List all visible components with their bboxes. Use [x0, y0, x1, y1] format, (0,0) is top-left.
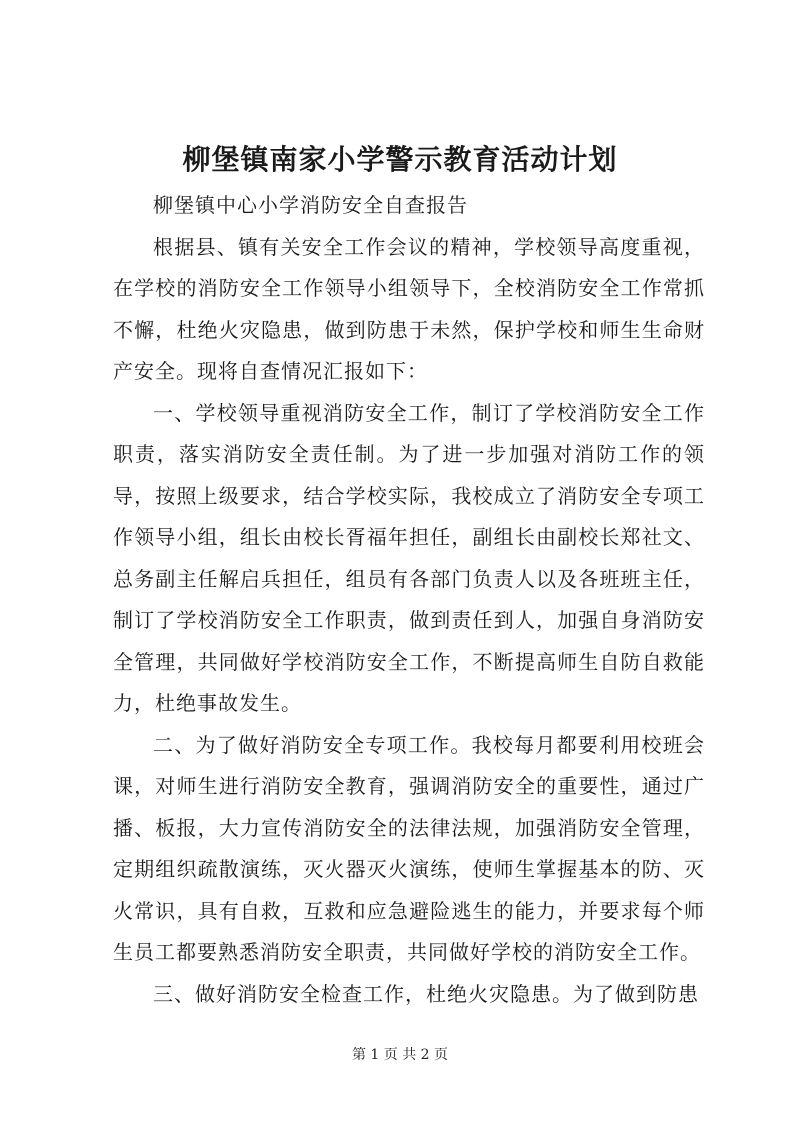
document-title: 柳堡镇南家小学警示教育活动计划	[182, 143, 618, 176]
subtitle-paragraph: 柳堡镇中心小学消防安全自查报告	[153, 193, 468, 217]
section-three-paragraph: 三、做好消防安全检查工作，杜绝火灾隐患。为了做到防患	[153, 981, 699, 1006]
section-one-paragraph: 一、学校领导重视消防安全工作，制订了学校消防安全工作职责，落实消防安全责任制。为了进一步加强对消防工作的领导，按照上级要求，结合学校实际，我校成立了消防安全专项工作领导小组，组长由校长胥福年担任，副组长由副校长郑社文、总务副主任解启兵担任，组员有各部门负责人以及各班班主任，制订了学校消防安全工作职责，做到责任到人，加强自身消防安全管理，共同做好学校消防安全工作，不断提高师生自防自救能力，杜绝事故发生。	[113, 400, 705, 715]
page-footer: 第 1 页 共 2 页	[351, 1047, 449, 1063]
intro-paragraph: 根据县、镇有关安全工作会议的精神，学校领导高度重视，在学校的消防安全工作领导小组领导下，全校消防安全工作常抓不懈，杜绝火灾隐患，做到防患于未然，保护学校和师生生命财产安全。现将自查情况汇报如下：	[113, 234, 705, 383]
document-body	[113, 185, 705, 1015]
section-two-paragraph: 二、为了做好消防安全专项工作。我校每月都要利用校班会课，对师生进行消防安全教育，强调消防安全的重要性，通过广播、板报，大力宣传消防安全的法律法规，加强消防安全管理，定期组织疏散演练，灭火器灭火演练，使师生掌握基本的防、灭火常识，具有自救，互救和应急避险逃生的能力，并要求每个师生员工都要熟悉消防安全职责，共同做好学校的消防安全工作。	[113, 732, 705, 964]
